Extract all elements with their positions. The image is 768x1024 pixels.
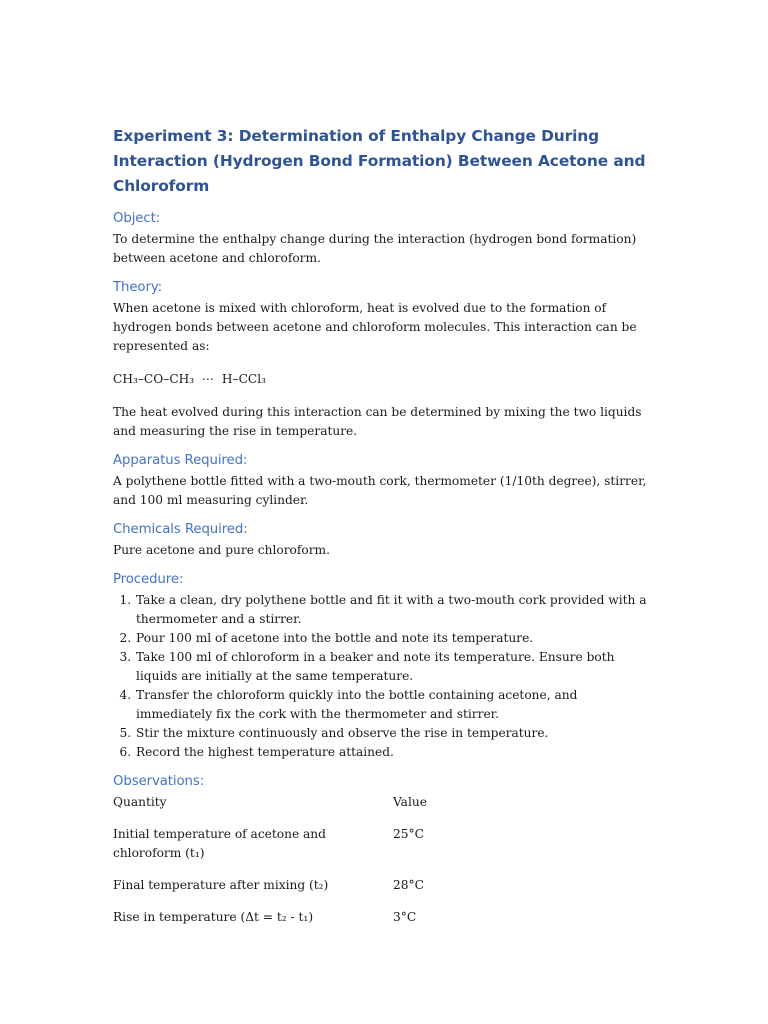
- procedure-step: 1. Take a clean, dry polythene bottle and fit it with a two-mouth cork provided with a thermometer and a stirrer.: [135, 591, 653, 629]
- theory-text: When acetone is mixed with chloroform, heat is evolved due to the formation of hydrogen bonds between acetone and chloroform molecules. This interaction can be represented as:: [113, 301, 637, 353]
- chemicals-text: Pure acetone and pure chloroform.: [113, 543, 330, 557]
- procedure-step: 6. Record the highest temperature attained.: [135, 743, 653, 762]
- procedure-step: 5. Stir the mixture continuously and observe the rise in temperature.: [135, 724, 653, 743]
- observations-heading: Observations:: [113, 774, 205, 789]
- theory-text-2: The heat evolved during this interaction can be determined by mixing the two liquids and measuring the rise in temperature.: [113, 405, 642, 438]
- object-heading: Object:: [113, 211, 161, 226]
- table-header-row: [113, 793, 533, 825]
- document-content: [113, 124, 653, 940]
- interaction-formula: CH₃–CO–CH₃ ⋯ H–CCl₃: [113, 372, 267, 386]
- apparatus-text: A polythene bottle fitted with a two-mouth cork, thermometer (1/10th degree), stirrer, and 100 ml measuring cylinder.: [113, 474, 647, 507]
- apparatus-heading: Apparatus Required:: [113, 453, 248, 468]
- quantity-cell: Final temperature after mixing (t₂): [113, 878, 329, 892]
- table-row: [113, 908, 533, 940]
- value-cell: 3°C: [393, 910, 417, 924]
- procedure-heading: Procedure:: [113, 572, 184, 587]
- quantity-cell: Rise in temperature (Δt = t₂ - t₁): [113, 910, 314, 924]
- observations-table: [113, 793, 533, 940]
- procedure-step: 2. Pour 100 ml of acetone into the bottle and note its temperature.: [135, 629, 653, 648]
- chemicals-heading: Chemicals Required:: [113, 522, 248, 537]
- procedure-step: 4. Transfer the chloroform quickly into the bottle containing acetone, and immediately fix the cork with the thermometer and stirrer.: [135, 686, 653, 724]
- quantity-cell: Initial temperature of acetone and chloroform (t₁): [113, 827, 326, 860]
- column-header-value: Value: [393, 795, 427, 809]
- procedure-step: 3. Take 100 ml of chloroform in a beaker and note its temperature. Ensure both liquids are initially at the same temperature.: [135, 648, 653, 686]
- document-title: Experiment 3: Determination of Enthalpy Change During Interaction (Hydrogen Bond Formation) Between Acetone and Chloroform: [113, 127, 646, 195]
- table-row: [113, 825, 533, 876]
- procedure-list: [113, 591, 653, 762]
- object-text: To determine the enthalpy change during the interaction (hydrogen bond formation) between acetone and chloroform.: [113, 232, 637, 265]
- theory-heading: Theory:: [113, 280, 163, 295]
- column-header-quantity: Quantity: [113, 795, 167, 809]
- value-cell: 28°C: [393, 878, 424, 892]
- value-cell: 25°C: [393, 827, 424, 841]
- table-row: [113, 876, 533, 908]
